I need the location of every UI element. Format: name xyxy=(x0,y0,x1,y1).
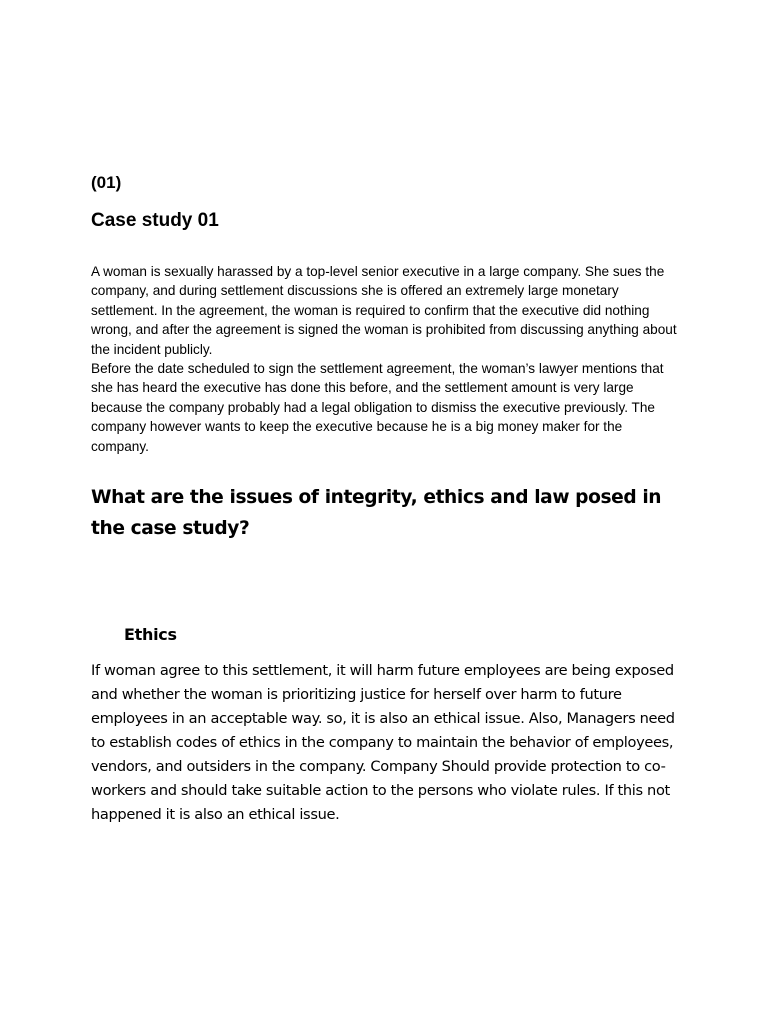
case-paragraph-2: Before the date scheduled to sign the settlement agreement, the woman’s lawyer mentions that she has heard the executive has done this before, and the settlement amount is very large because the company probably had a legal obligation to dismiss the executive previously. The company however wants to keep the executive because he is a big money maker for the company. xyxy=(91,361,664,454)
case-study-title: Case study 01 xyxy=(91,210,219,231)
case-study-text xyxy=(91,262,681,456)
ethics-paragraph: If woman agree to this settlement, it will harm future employees are being exposed and whether the woman is prioritizing justice for herself over harm to future employees in an acceptable way. so, it is also an ethical issue. Also, Managers need to establish codes of ethics in the company to maintain the behavior of employees, vendors, and outsiders in the company. Company Should provide protection to co-workers and should take suitable action to the persons who violate rules. If this not happened it is also an ethical issue. xyxy=(91,662,675,823)
ethics-heading: Ethics xyxy=(124,625,177,644)
case-paragraph-1: A woman is sexually harassed by a top-level senior executive in a large company. She sues the company, and during settlement discussions she is offered an extremely large monetary settlement. In the agreement, the woman is required to confirm that the executive did nothing wrong, and after the agreement is signed the woman is prohibited from discussing anything about the incident publicly. xyxy=(91,264,677,357)
document-number: (01) xyxy=(91,173,122,192)
question-heading: What are the issues of integrity, ethics and law posed in the case study? xyxy=(91,487,662,539)
